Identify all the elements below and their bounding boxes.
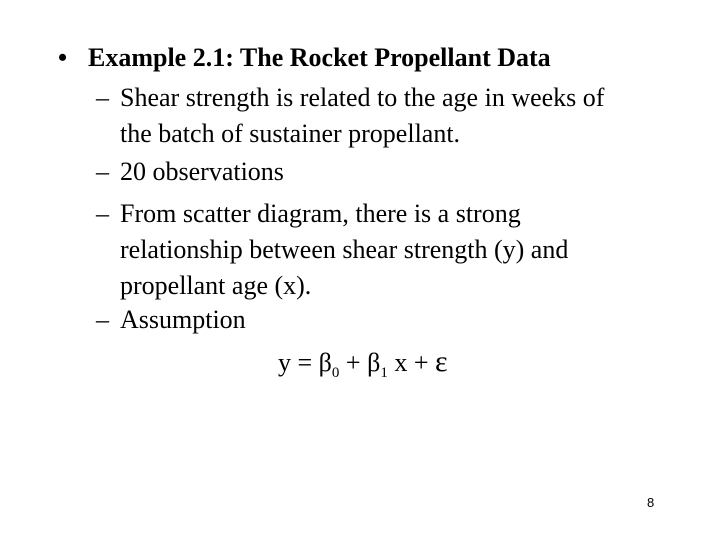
beta-symbol: β	[367, 348, 381, 377]
list-item-text: the batch of sustainer propellant.	[120, 119, 461, 148]
list-item	[96, 302, 246, 338]
subscript-zero: 0	[331, 365, 340, 381]
equation-plus: +	[339, 348, 368, 377]
heading-text: Example 2.1: The Rocket Propellant Data	[88, 43, 551, 72]
equation-lhs: y =	[278, 348, 319, 377]
dash-icon: –	[96, 305, 109, 334]
subscript-one: 1	[380, 365, 388, 381]
dash-icon: –	[96, 83, 109, 112]
beta-symbol: β	[318, 348, 332, 377]
list-item	[96, 196, 568, 304]
list-item-text: Assumption	[120, 305, 246, 334]
dash-icon: –	[96, 199, 109, 228]
dash-icon: –	[96, 157, 109, 186]
list-item-text: Shear strength is related to the age in weeks of	[120, 83, 605, 112]
list-item	[96, 154, 284, 190]
list-item-text: propellant age (x).	[120, 271, 312, 300]
list-item-text: 20 observations	[120, 157, 284, 186]
page-number: 8	[647, 495, 655, 510]
regression-equation	[278, 344, 448, 391]
list-item-text: From scatter diagram, there is a strong	[120, 199, 521, 228]
list-item	[96, 80, 604, 152]
epsilon-symbol: ε	[434, 345, 448, 378]
list-item-text: relationship between shear strength (y) and	[120, 235, 569, 264]
slide-heading	[58, 40, 551, 76]
equation-x-term: x +	[387, 348, 435, 377]
bullet-icon: •	[58, 43, 68, 72]
